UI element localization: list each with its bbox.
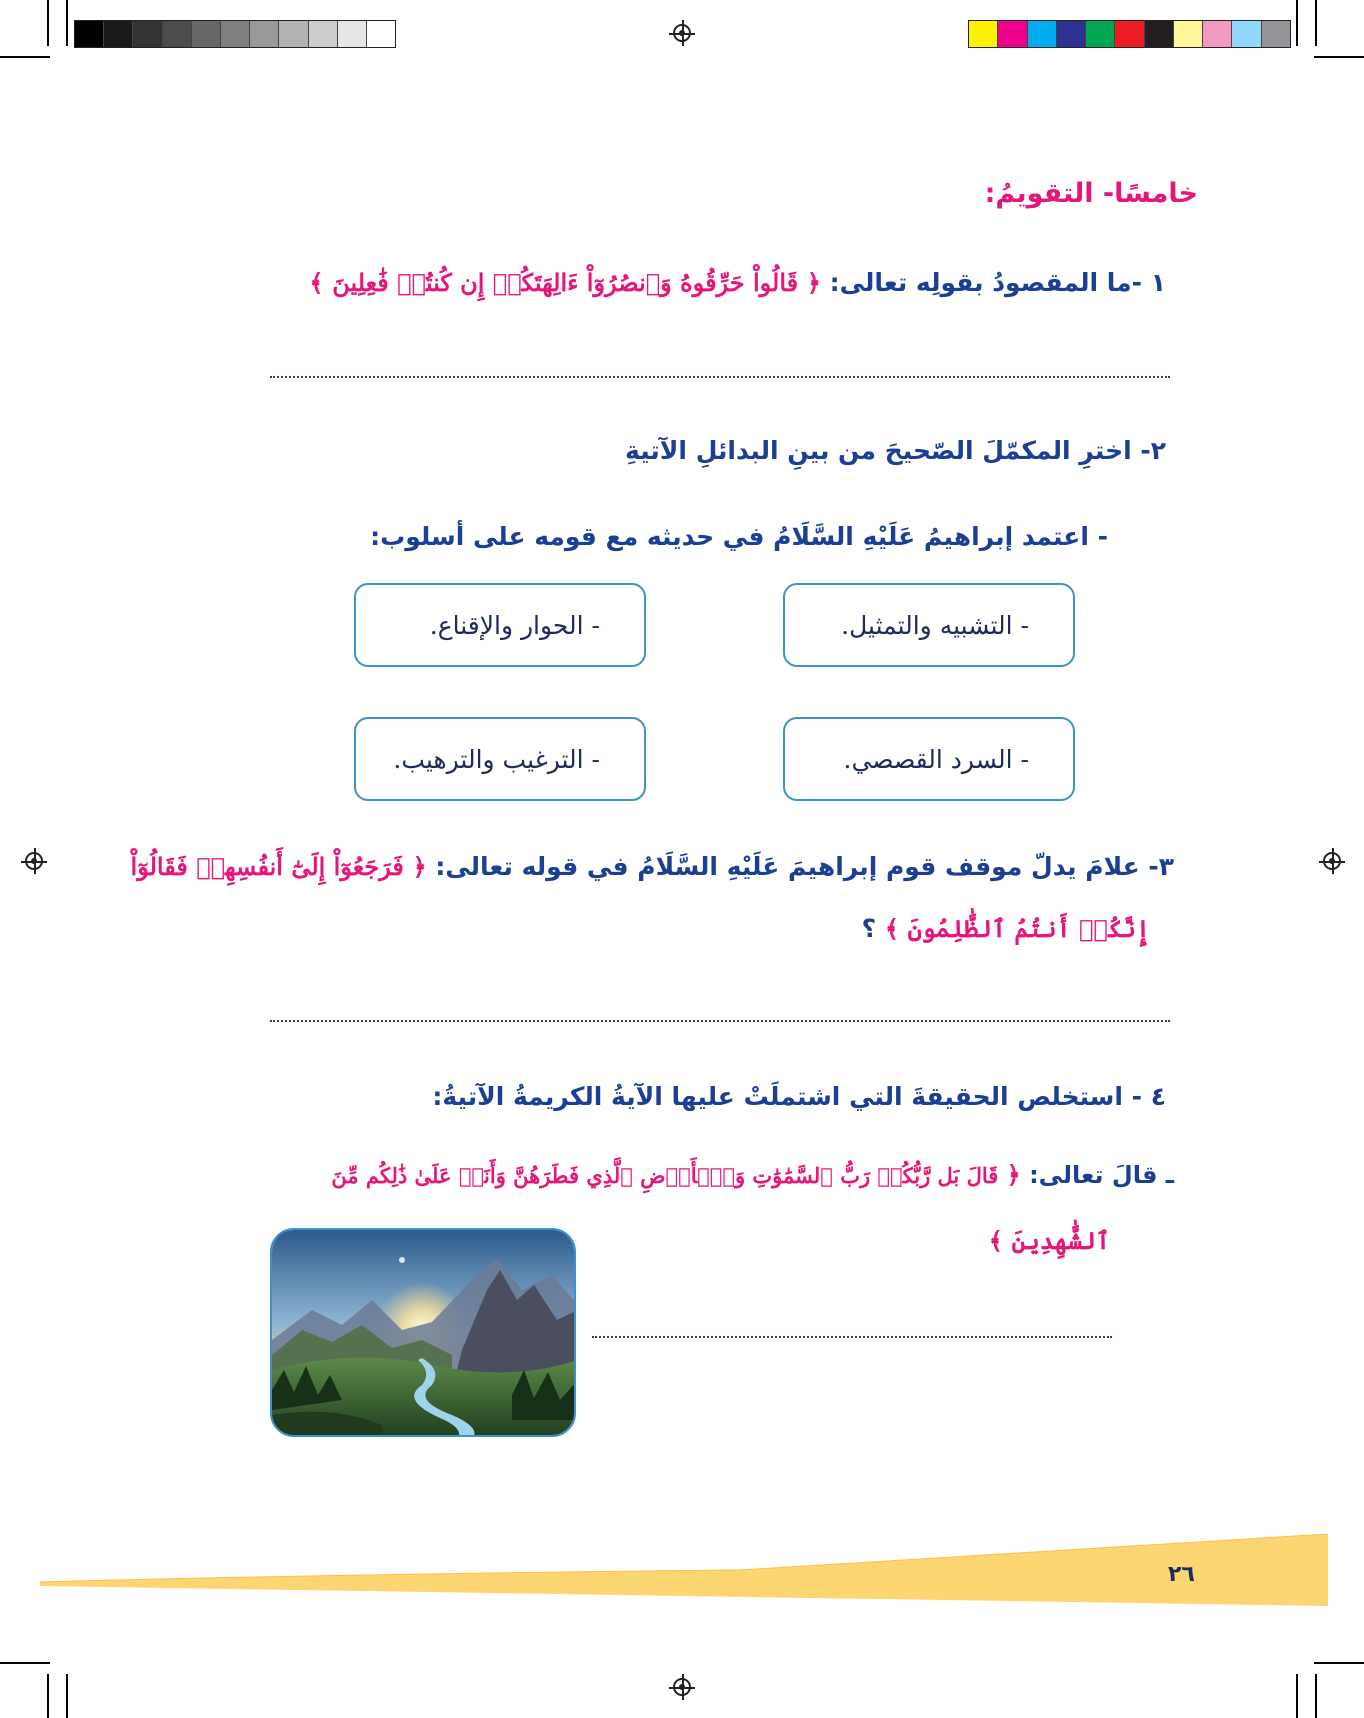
option-similitude[interactable]: - التشبيه والتمثيل. xyxy=(783,583,1075,667)
color-swatch xyxy=(1057,21,1086,47)
option-encouragement[interactable]: - الترغيب والترهيب. xyxy=(354,717,646,801)
question-4-intro: ـ قالَ تعالى: xyxy=(1029,1161,1174,1189)
question-2-prompt: - اعتمد إبراهيمُ عَلَيْهِ السَّلَامُ في حديثه مع قومه على أسلوب: xyxy=(370,522,1108,551)
section-title: خامسًا- التقويمُ: xyxy=(984,178,1198,209)
verse-close-bracket: ﴾ xyxy=(884,914,899,943)
question-2-label: ٢- اخترِ المكمّلَ الصّحيحَ من بينِ البدائلِ الآتيةِ xyxy=(625,436,1166,465)
gray-swatch xyxy=(250,21,279,47)
answer-line-4[interactable] xyxy=(592,1336,1112,1338)
option-dialogue[interactable]: - الحوار والإقناع. xyxy=(354,583,646,667)
gray-swatch xyxy=(133,21,162,47)
question-3-end-mark: ؟ xyxy=(861,914,877,943)
color-swatch xyxy=(1028,21,1057,47)
crop-mark xyxy=(0,1662,50,1664)
color-swatch xyxy=(969,21,998,47)
color-swatch xyxy=(1115,21,1144,47)
registration-mark-left xyxy=(25,852,43,870)
gray-swatch xyxy=(104,21,133,47)
gray-swatch xyxy=(279,21,308,47)
gray-swatch xyxy=(192,21,221,47)
question-4-verse-line-2: ٱلشَّٰهِدِينَ xyxy=(1011,1226,1110,1255)
color-bar xyxy=(968,20,1291,48)
crop-mark xyxy=(1315,1674,1317,1718)
crop-mark xyxy=(66,0,68,46)
crop-mark xyxy=(0,56,50,58)
crop-mark xyxy=(66,1674,68,1718)
verse-close-bracket: ﴾ xyxy=(309,268,324,297)
question-1-verse: قَالُواْ حَرِّقُوهُ وَٱنصُرُوٓاْ ءَالِهَتَكُمۡ إِن كُنتُمۡ فَٰعِلِينَ xyxy=(332,268,799,297)
gray-swatch xyxy=(309,21,338,47)
crop-mark xyxy=(47,0,49,46)
question-3-line-1 xyxy=(131,852,1174,881)
question-3-verse-line-1: فَرَجَعُوٓاْ إِلَىٰٓ أَنفُسِهِمۡ فَقَالُوٓاْ xyxy=(130,852,404,881)
question-4-label: ٤ - استخلص الحقيقةَ التي اشتملَتْ عليها الآيةُ الكريمةُ الآتيةُ: xyxy=(432,1082,1166,1111)
color-swatch xyxy=(1232,21,1261,47)
color-swatch xyxy=(1262,21,1290,47)
gray-swatch xyxy=(163,21,192,47)
grayscale-bar xyxy=(74,20,396,48)
verse-open-bracket: ﴿ xyxy=(1006,1160,1021,1189)
question-1-label: ١ -ما المقصودُ بقولِه تعالى: xyxy=(829,268,1166,297)
gray-swatch xyxy=(75,21,104,47)
footer-band xyxy=(40,1534,1330,1606)
color-swatch xyxy=(998,21,1027,47)
color-swatch xyxy=(1174,21,1203,47)
verse-open-bracket: ﴿ xyxy=(412,852,427,881)
crop-mark xyxy=(1314,1662,1364,1664)
crop-mark xyxy=(47,1674,49,1718)
crop-mark xyxy=(1296,0,1298,46)
question-4-verse-line-1: قَالَ بَل رَّبُّكُمۡ رَبُّ ٱلسَّمَٰوَٰتِ وَٱلۡأَرۡضِ ٱلَّذِي فَطَرَهُنَّ وَأَنَا۠ عَلَىٰ ذَٰلِكُم مِّنَ xyxy=(331,1163,999,1188)
question-4-line-2 xyxy=(989,1226,1110,1255)
verse-close-bracket: ﴾ xyxy=(988,1226,1003,1255)
page-number: ٢٦ xyxy=(1168,1562,1195,1587)
gray-swatch xyxy=(367,21,395,47)
gray-swatch xyxy=(338,21,367,47)
crop-mark xyxy=(1314,56,1364,58)
question-3-verse-line-2: إِنَّكُمۡ أَنتُمُ ٱلظَّٰلِمُونَ xyxy=(907,914,1150,943)
color-swatch xyxy=(1086,21,1115,47)
registration-mark-right xyxy=(1323,852,1341,870)
question-3-line-2 xyxy=(862,914,1150,943)
registration-mark-top xyxy=(673,24,691,42)
answer-line-3[interactable] xyxy=(270,1020,1170,1022)
answer-line-1[interactable] xyxy=(270,376,1170,378)
option-narrative[interactable]: - السرد القصصي. xyxy=(783,717,1075,801)
crop-mark xyxy=(1315,0,1317,46)
registration-mark-bottom xyxy=(673,1678,691,1696)
color-swatch xyxy=(1145,21,1174,47)
crop-mark xyxy=(1296,1674,1298,1718)
gray-swatch xyxy=(221,21,250,47)
question-4-line-1 xyxy=(331,1160,1174,1189)
question-1 xyxy=(309,268,1166,297)
color-swatch xyxy=(1203,21,1232,47)
landscape-illustration-icon xyxy=(270,1228,576,1437)
verse-open-bracket: ﴿ xyxy=(806,268,821,297)
question-3-label: ٣- علامَ يدلّ موقف قوم إبراهيمَ عَلَيْهِ السَّلَامُ في قوله تعالى: xyxy=(435,852,1174,881)
